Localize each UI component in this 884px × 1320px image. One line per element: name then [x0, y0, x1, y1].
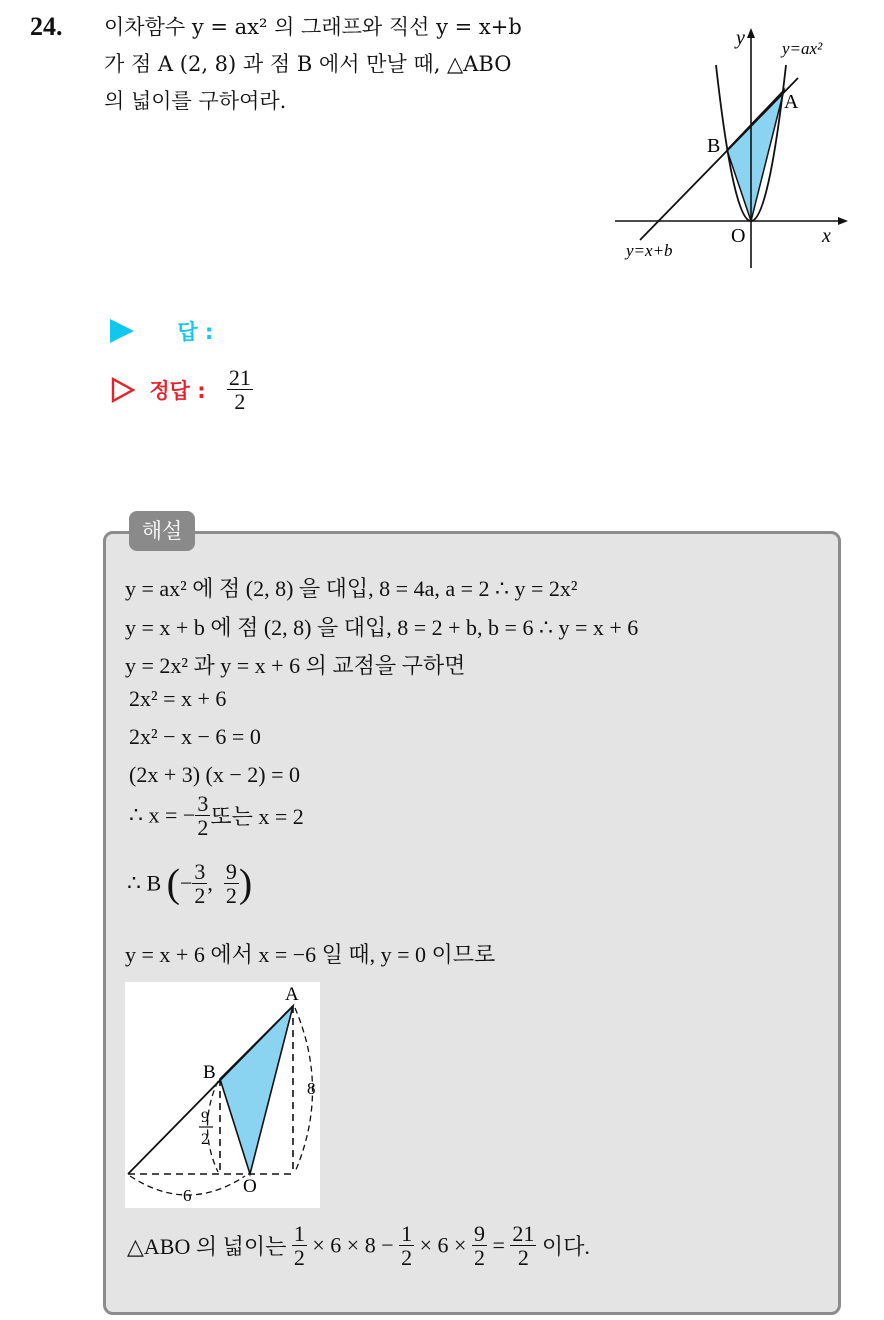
- correct-answer-value: $\frac{21}{2}$: [228, 365, 251, 415]
- detail-a-label: A: [285, 984, 299, 1005]
- line-label: y=x+b: [626, 241, 673, 260]
- detail-o-label: O: [243, 1176, 257, 1197]
- solution-line-3: y = 2x² 과 y = x + 6 의 교점을 구하면: [125, 653, 466, 678]
- height-b-den: 2: [201, 1131, 209, 1148]
- area-mid-2: × 6 ×: [419, 1232, 467, 1258]
- question-line-2: 가 점 A (2, 8) 과 점 B 에서 만날 때, △ABO: [104, 52, 512, 76]
- area-suffix: 이다.: [541, 1234, 590, 1260]
- x-axis-arrow: [838, 217, 848, 225]
- question-number: 24.: [30, 12, 63, 41]
- area-frac-1: $\frac{1}{2}$: [293, 1221, 305, 1271]
- point-b-y-frac: $\frac{9}{2}$: [225, 859, 237, 909]
- origin-label: O: [731, 225, 746, 247]
- correct-answer-label: 정답 :: [149, 378, 206, 403]
- solution-line-10: [127, 1222, 590, 1269]
- right-paren: ): [238, 860, 253, 906]
- height-a-value: 8: [307, 1079, 316, 1098]
- left-paren: (: [166, 860, 180, 906]
- curve-label: y=ax²: [782, 39, 823, 58]
- question-line-1: 이차함수 y = ax² 의 그래프와 직선 y = x+b: [104, 15, 522, 39]
- answer-arrow-icon: [110, 319, 134, 343]
- straight-line: [640, 78, 798, 240]
- solution-line-6: (2x + 3) (x − 2) = 0: [129, 762, 301, 787]
- height-b-num: 9: [201, 1109, 209, 1126]
- base-value: 6: [183, 1186, 192, 1205]
- solution-line-8: ∴ B (− $\frac{3}{2}$ , $\frac{9}{2}$ ): [127, 859, 253, 909]
- area-frac-2: $\frac{1}{2}$: [401, 1221, 413, 1271]
- solution-line-2: y = x + b 에 점 (2, 8) 을 대입, 8 = 2 + b, b = 6 ∴ y = x + 6: [125, 615, 639, 640]
- point-a-label: A: [784, 91, 799, 113]
- answer-label: 답 :: [177, 320, 214, 344]
- outline-arrow-icon: [110, 376, 136, 404]
- y-axis-label: y: [736, 27, 745, 49]
- solution-line-5: 2x² − x − 6 = 0: [129, 724, 261, 749]
- area-result-frac: $\frac{21}{2}$: [512, 1221, 535, 1271]
- area-frac-3: $\frac{9}{2}$: [473, 1221, 485, 1271]
- solution-line-4: 2x² = x + 6: [129, 686, 227, 711]
- solution-line-7-frac: $\frac{3}{2}$: [197, 791, 209, 841]
- problem-graph: [610, 20, 860, 280]
- area-prefix: △ABO 의 넓이는: [127, 1234, 287, 1260]
- area-mid-1: × 6 × 8 −: [312, 1232, 394, 1258]
- solution-line-1: y = ax² 에 점 (2, 8) 을 대입, 8 = 4a, a = 2 ∴ y = 2x²: [125, 576, 578, 601]
- solution-tag: 해설: [129, 511, 195, 551]
- point-b-label: B: [707, 135, 721, 157]
- solution-line-7-post: 또는 x = 2: [210, 804, 304, 830]
- point-b-prefix: ∴ B: [127, 870, 162, 896]
- question-line-3: 의 넓이를 구하여라.: [104, 89, 287, 113]
- y-axis-arrow: [747, 28, 755, 38]
- solution-line-7: [129, 792, 304, 839]
- correct-answer-row: [110, 366, 253, 413]
- solution-line-7-pre: ∴ x = −: [129, 802, 196, 828]
- area-equals: =: [492, 1232, 505, 1258]
- triangle-abo-fill: [727, 90, 784, 221]
- solution-line-9: y = x + 6 에서 x = −6 일 때, y = 0 이므로: [125, 942, 496, 967]
- triangle-detail-figure: [125, 982, 320, 1208]
- detail-b-label: B: [203, 1062, 216, 1083]
- point-b-x-frac: $\frac{3}{2}$: [194, 859, 206, 909]
- x-axis-label: x: [822, 225, 831, 247]
- answer-row: [110, 316, 213, 346]
